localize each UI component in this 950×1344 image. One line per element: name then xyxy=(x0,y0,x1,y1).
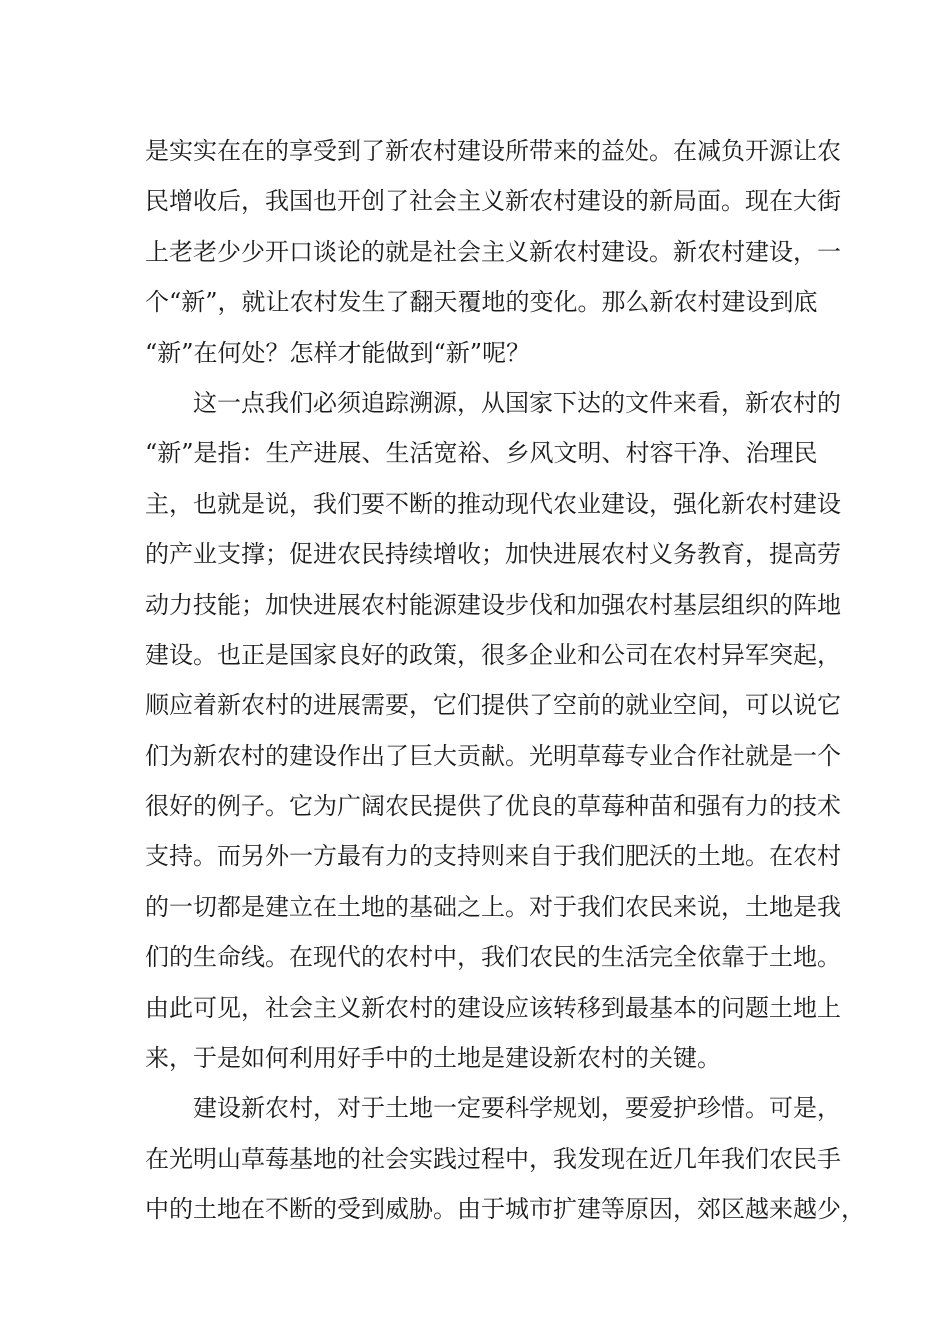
text-line: 的一切都是建立在土地的基础之上。对于我们农民来说，土地是我 xyxy=(145,892,841,921)
text-line: “新”在何处？怎样才能做到“新”呢？ xyxy=(145,338,531,367)
text-line: 们为新农村的建设作出了巨大贡献。光明草莓专业合作社就是一个 xyxy=(145,741,841,770)
text-line: 是实实在在的享受到了新农村建设所带来的益处。在减负开源让农 xyxy=(145,137,841,165)
paragraph-first-line: 建设新农村，对于土地一定要科学规划，要爱护珍惜。可是， xyxy=(193,1094,841,1123)
text-line: 动力技能；加快进展农村能源建设步伐和加强农村基层组织的阵地 xyxy=(145,590,841,619)
text-line: 上老老少少开口谈论的就是社会主义新农村建设。新农村建设，一 xyxy=(145,237,841,266)
text-line: 很好的例子。它为广阔农民提供了优良的草莓种苗和强有力的技术 xyxy=(145,792,841,821)
text-line: 个“新”，就让农村发生了翻天覆地的变化。那么新农村建设到底 xyxy=(145,288,818,317)
text-line: 中的土地在不断的受到威胁。由于城市扩建等原因，郊区越来越少， xyxy=(145,1195,865,1224)
paragraph-first-line: 这一点我们必须追踪溯源，从国家下达的文件来看，新农村的 xyxy=(193,388,841,417)
text-line: 主，也就是说，我们要不断的推动现代农业建设，强化新农村建设 xyxy=(145,489,841,518)
text-line: 来，于是如何利用好手中的土地是建设新农村的关键。 xyxy=(145,1044,721,1073)
text-line: 顺应着新农村的进展需要，它们提供了空前的就业空间，可以说它 xyxy=(145,691,841,720)
text-line: 支持。而另外一方最有力的支持则来自于我们肥沃的土地。在农村 xyxy=(145,842,841,871)
body-text xyxy=(145,126,865,1235)
text-line: “新”是指：生产进展、生活宽裕、乡风文明、村容干净、治理民 xyxy=(145,439,818,468)
text-line: 在光明山草莓基地的社会实践过程中，我发现在近几年我们农民手 xyxy=(145,1144,841,1173)
text-line: 民增收后，我国也开创了社会主义新农村建设的新局面。现在大街 xyxy=(145,187,841,216)
text-line: 由此可见，社会主义新农村的建设应该转移到最基本的问题土地上 xyxy=(145,993,841,1022)
text-line: 建设。也正是国家良好的政策，很多企业和公司在农村异军突起， xyxy=(145,640,841,669)
text-line: 们的生命线。在现代的农村中，我们农民的生活完全依靠于土地。 xyxy=(145,943,841,972)
text-line: 的产业支撑；促进农民持续增收；加快进展农村义务教育，提高劳 xyxy=(145,540,841,569)
